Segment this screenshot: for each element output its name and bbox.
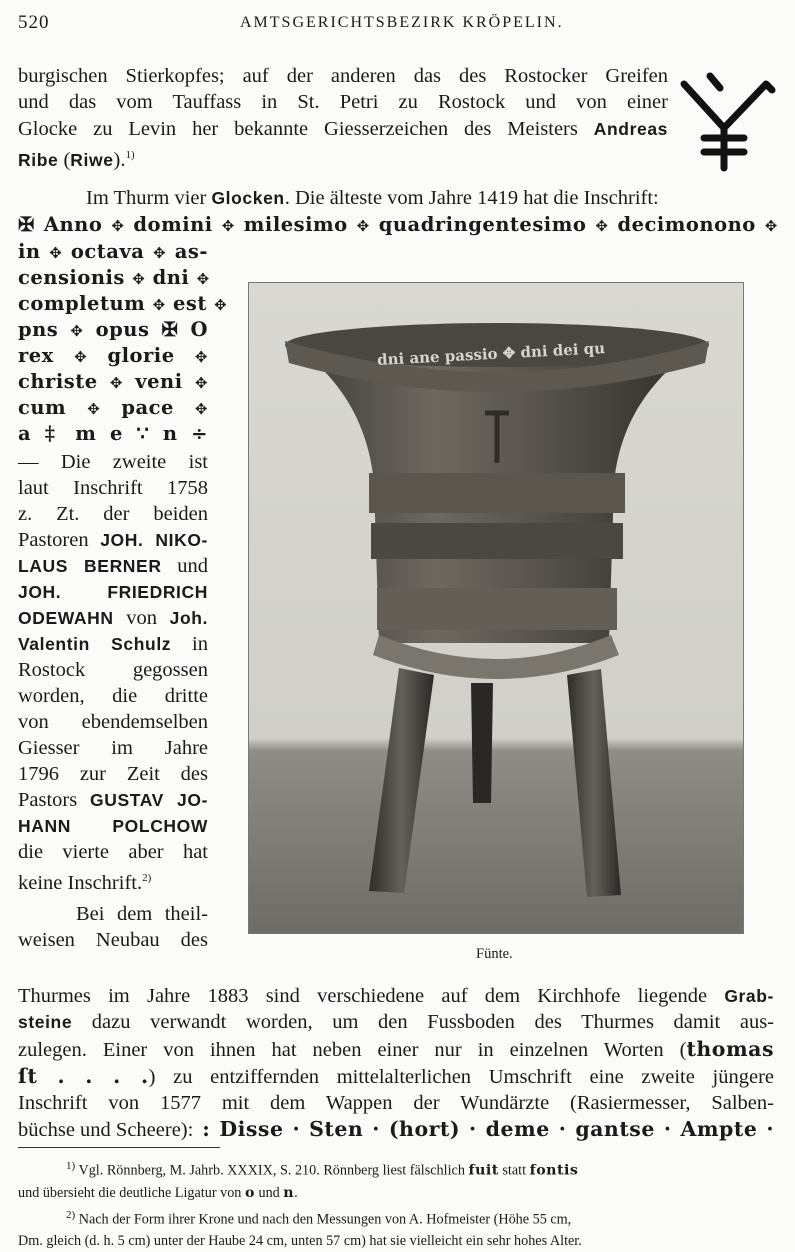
insc-line [18,369,208,395]
rosette-icon: ✥ [194,374,208,392]
text-line [18,631,208,657]
rosette-icon: ✥ [70,322,84,340]
inscription-line-full [18,212,778,239]
insc-word: Sten [309,1117,364,1142]
text-line: — Die zweite ist [18,451,208,473]
photo-caption: Fünte. [476,946,513,962]
bells-intro-line [86,185,659,211]
insc-word: glorie [107,344,175,367]
text-line: Bei dem theil- [76,903,208,925]
insc-line [18,239,208,265]
name-berner: LAUS BERNER [18,556,162,576]
insc-letter: ∵ [136,422,150,445]
insc-word: pns [18,318,59,341]
text: dazu verwandt worden, um den Fussboden des Thurmes damit aus- [72,1011,774,1034]
cross-icon: ✠ [18,213,35,236]
intro-text: Glocke zu Levin her bekannte Giesserzeichen des Meisters [18,117,594,140]
letter-o: o [244,1184,255,1201]
word: keine Inschrift. [18,871,143,894]
insc-word: Disse [219,1117,284,1142]
word-glocken: Glocken [211,188,285,208]
name-gustav: GUSTAV JO- [90,790,208,810]
word-fuit: fuit [468,1162,499,1179]
text-line: worden, die dritte [18,685,208,707]
intro-line-4 [18,142,668,173]
rosette-icon: ✥ [132,270,146,288]
insc-word: : [202,1117,211,1142]
footnote-number: 2) [66,1208,76,1221]
footnote-ref-1: 1) [125,148,135,161]
name-polchow: HANN POLCHOW [18,816,208,836]
lower-paragraph [18,983,774,1144]
text: Vgl. Rönnberg, M. Jahrb. XXXIX, S. 210. Rönnberg liest fälschlich [78,1162,469,1179]
insc-word: decimonono [617,213,756,236]
paren-open: ( [58,148,71,171]
text-line: von ebendemselben [18,711,208,733]
page-number: 520 [18,12,50,33]
text-line [18,865,208,894]
insc-word: · [663,1117,672,1142]
insc-line [18,265,208,291]
text-line [18,553,208,579]
word: und [177,555,208,577]
text: statt [498,1162,530,1179]
insc-word: est [172,292,207,315]
lower-line-3 [18,1036,774,1063]
insc-word: octava [70,240,145,263]
insc-word: christe [18,370,98,393]
running-head: AMTSGERICHTSBEZIRK KRÖPELIN. [240,14,564,31]
rosette-icon: ✥ [595,217,609,235]
lower-line-1 [18,983,774,1009]
name-andreas: Andreas [593,118,668,139]
text-line: weisen Neubau des [18,929,208,951]
insc-word: · [469,1117,477,1142]
word-thomas: thomas [686,1036,774,1061]
rosette-icon: ✥ [109,374,123,392]
rim-inscription: dni ane passio ✥ dni dei qu [376,339,606,369]
name-joh-nikolaus: JOH. NIKO- [100,530,208,550]
text: zulegen. Einer von ihnen hat neben einer nur in einzelnen Worten ( [18,1038,687,1061]
insc-line [18,291,228,317]
rosette-icon: ✥ [153,244,167,262]
insc-word: quadringentesimo [378,213,587,236]
word-st: ſt . . . . [18,1063,149,1088]
name-valentin-schulz: Valentin Schulz [18,634,172,654]
lower-line-2 [18,1009,774,1035]
insc-letter: ÷ [191,422,208,445]
rosette-icon: ✥ [194,348,208,366]
insc-word: completum [18,292,146,315]
text-line [18,605,208,631]
insc-letter: a [18,422,32,445]
insc-line [18,395,208,421]
rosette-icon: ✥ [356,217,370,235]
name-riwe: Riwe [70,149,114,170]
insc-word: gantse [575,1117,655,1142]
name-joh-friedrich: JOH. FRIEDRICH [18,582,208,602]
insc-word: · [766,1117,774,1142]
left-column-text [18,449,208,953]
text-line: Rostock gegossen [18,659,208,681]
insc-word: censionis [18,266,125,289]
insc-word: Ampte [680,1117,758,1142]
rosette-icon: ✥ [221,217,235,235]
text: büchse und Scheere): [18,1119,194,1142]
word-grab: Grab- [724,986,774,1006]
rosette-icon: ✥ [214,296,228,314]
word-steine: steine [18,1012,73,1033]
intro-line-2: und das vom Tauffass in St. Petri zu Rostock und von einer [18,91,668,114]
text-line [18,527,208,553]
name-ribe: Ribe [18,149,59,170]
rosette-icon: ✥ [49,244,63,262]
word: Pastors [18,789,78,811]
footnote-rule [18,1147,220,1148]
word: von [126,607,157,629]
baptismal-font-photo [248,282,744,934]
insc-word: domini [133,213,213,236]
footnote-1-cont [18,1182,774,1204]
insc-letter: ‡ [44,422,62,445]
bells-text: Im Thurm vier [86,187,212,209]
insc-word: O [190,318,209,341]
intro-line-3 [18,116,668,142]
insc-word: · [292,1117,301,1142]
insc-word: rex [18,344,54,367]
text: und [254,1184,284,1201]
text: Nach der Form ihrer Krone und nach den Messungen von A. Hofmeister (Höhe 55 cm, [78,1211,572,1228]
cross-icon: ✠ [161,318,179,341]
name-odewahn: ODEWAHN [18,608,114,628]
insc-word: veni [135,370,183,393]
insc-word: (hort) [388,1117,461,1142]
footnote-ref-2: 2) [142,872,152,884]
font-illustration [249,283,743,933]
insc-letter: m [75,422,97,445]
rosette-icon: ✥ [152,296,166,314]
letter-n: n [283,1184,295,1201]
rosette-icon: ✥ [87,400,101,418]
text: ) zu entziffernden mittelalterlichen Umschrift eine zweite jüngere [148,1065,774,1088]
bells-text-2: . Die älteste vom Jahre 1419 hat die Inschrift: [284,187,659,209]
lower-line-4 [18,1063,774,1090]
lower-line-6 [18,1116,774,1143]
text-line [18,787,208,813]
insc-line [18,421,208,447]
footnote-2 [18,1204,774,1231]
insc-word: milesimo [243,213,348,236]
text: und übersieht die deutliche Ligatur von [18,1184,245,1201]
rosette-icon: ✥ [74,348,88,366]
rosette-icon: ✥ [111,217,125,235]
text: Thurmes im Jahre 1883 sind verschiedene auf dem Kirchhofe liegende [18,985,725,1007]
insc-word: · [558,1117,567,1142]
rosette-icon: ✥ [196,270,210,288]
insc-word: opus [95,318,150,341]
insc-letter: n [162,422,178,445]
text-line: z. Zt. der beiden [18,503,208,525]
rosette-icon: ✥ [764,217,778,235]
founders-mark-icon [680,68,776,172]
text-line: die vierte aber hat [18,841,208,863]
insc-word: cum [18,396,67,419]
footnote-number: 1) [66,1160,76,1172]
insc-word: deme [485,1117,550,1142]
rosette-icon: ✥ [194,400,208,418]
word: Pastoren [18,529,89,551]
word-fontis: fontis [529,1162,579,1179]
paren-close: ). [113,148,126,171]
insc-word: dni [152,266,190,289]
insc-line [18,317,208,343]
text-line: laut Inschrift 1758 [18,477,208,499]
text-line: 1796 zur Zeit des [18,763,208,785]
text: . [294,1184,298,1201]
intro-line-1: burgischen Stierkopfes; auf der anderen das des Rostocker Greifen [18,65,668,87]
insc-word: Anno [43,213,103,236]
inscription-column [18,239,228,447]
insc-word: · [372,1117,380,1142]
footnote-2-cont: Dm. gleich (d. h. 5 cm) unter der Haube 24 cm, unten 57 cm) hat sie vielleicht ein sehr hohes Alter. [18,1233,582,1250]
word: in [192,633,208,655]
name-joh: Joh. [169,608,208,628]
insc-letter: e [109,422,123,445]
text-line: Giesser im Jahre [18,737,208,759]
lower-line-5: Inschrift von 1577 mit dem Wappen der Wundärzte (Rasiermesser, Salben- [18,1092,774,1115]
insc-word: in [18,240,41,263]
footnote-1 [18,1155,774,1182]
insc-word: pace [121,396,174,419]
insc-word: as- [174,240,208,263]
insc-line [18,343,208,369]
intro-paragraph [18,63,668,173]
footnotes [18,1155,774,1252]
